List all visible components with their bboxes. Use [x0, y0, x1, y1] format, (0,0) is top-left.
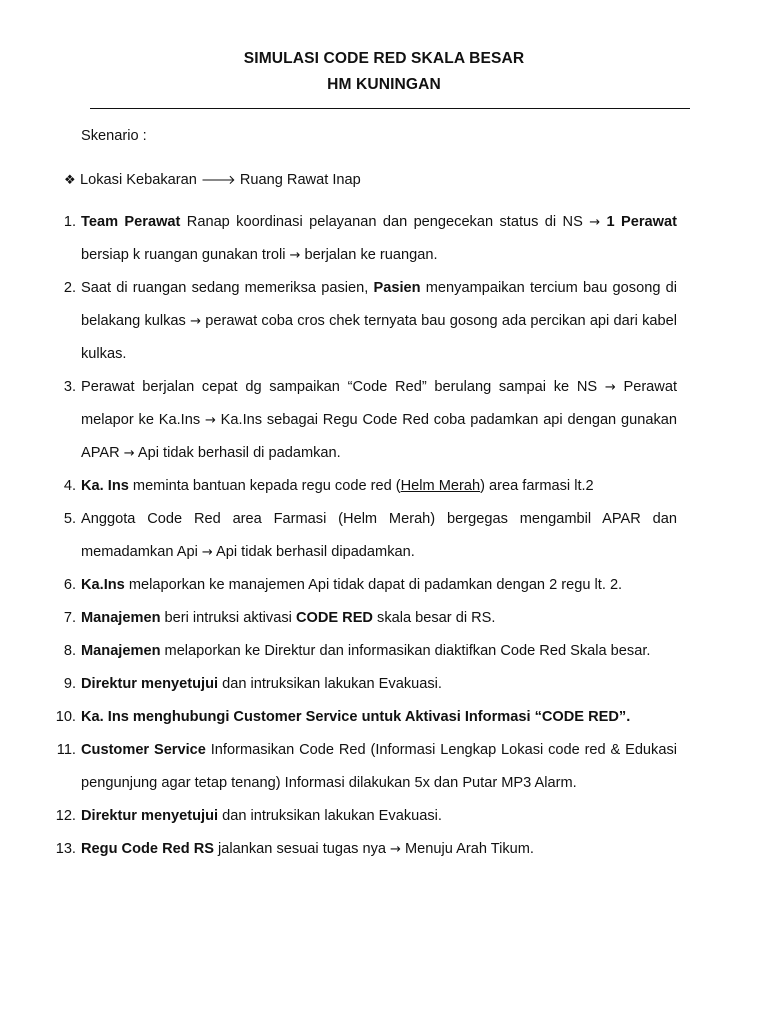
arrow-right-icon: →	[204, 413, 216, 428]
list-item-text	[81, 833, 677, 866]
list-item-number: 5.	[63, 511, 76, 527]
document-subtitle: HM KUNINGAN	[327, 76, 441, 93]
text-run: Anggota Code Red area Farmasi (Helm Merah) bergegas mengambil APAR dan memadamkan Api	[81, 511, 677, 560]
list-item-number: 1.	[63, 214, 76, 230]
list-item	[0, 668, 768, 701]
underlined-text: Helm Merah	[400, 478, 481, 494]
list-item	[0, 800, 768, 833]
list-item-number: 6.	[63, 577, 76, 593]
bold-text: Ka. Ins menghubungi Customer Service untuk Aktivasi Informasi “CODE RED”.	[81, 709, 631, 725]
location-label: Lokasi Kebakaran	[80, 172, 197, 188]
list-item-number: 3.	[63, 379, 76, 395]
text-run: ) area farmasi lt.2	[480, 478, 594, 494]
text-run: Ka.Ins sebagai Regu Code Red coba padamkan api dengan gunakan APAR	[81, 412, 677, 461]
list-item	[0, 371, 768, 470]
list-item	[0, 602, 768, 635]
list-item-text	[81, 800, 677, 833]
bold-text: Ka. Ins	[81, 478, 129, 494]
list-item-number: 9.	[63, 676, 76, 692]
text-run: Perawat berjalan cepat dg sampaikan “Code Red” berulang sampai ke NS	[81, 379, 605, 395]
text-run: Api tidak berhasil dipadamkan.	[212, 544, 415, 560]
text-run: berjalan ke ruangan.	[300, 247, 438, 263]
bold-text: Ka.Ins	[81, 577, 125, 593]
bold-text: CODE RED	[295, 610, 373, 626]
location-line	[64, 172, 361, 188]
list-item-text	[81, 272, 677, 371]
arrow-right-icon: 🡒	[200, 173, 236, 188]
list-item	[0, 272, 768, 371]
list-item-number: 8.	[63, 643, 76, 659]
scenario-list	[0, 206, 768, 866]
list-item-text	[81, 569, 677, 602]
bold-text: Customer Service	[81, 742, 206, 758]
text-run: Informasikan Code Red (Informasi Lengkap Lokasi code red & Edukasi pengunjung agar tetap tenang) Informasi dilakukan 5x dan Putar MP3 Alarm.	[81, 742, 677, 791]
list-item-text	[81, 503, 677, 569]
text-run: melaporkan ke manajemen Api tidak dapat di padamkan dengan 2 regu lt. 2.	[124, 577, 623, 593]
list-item	[0, 701, 768, 734]
text-run: bersiap k ruangan gunakan troli	[81, 247, 290, 263]
text-run: Perawat melapor ke Ka.Ins	[81, 379, 678, 428]
list-item-number: 4.	[63, 478, 76, 494]
text-run: jalankan sesuai tugas nya	[213, 841, 391, 857]
arrow-right-icon: →	[390, 842, 401, 857]
text-run: dan intruksikan lakukan Evakuasi.	[218, 808, 442, 824]
bold-text: Manajemen	[81, 610, 161, 626]
text-run: menyampaikan tercium bau gosong di belakang kulkas	[81, 280, 678, 329]
text-run: dan intruksikan lakukan Evakuasi.	[218, 676, 442, 692]
list-item-text	[81, 635, 677, 668]
text-run: melaporkan ke Direktur dan informasikan diaktifkan Code Red Skala besar.	[160, 643, 651, 659]
list-item-number: 13.	[55, 841, 76, 857]
list-item-number: 10.	[55, 709, 76, 725]
bold-text: Regu Code Red RS	[81, 841, 214, 857]
bold-text: 1 Perawat	[606, 214, 677, 230]
list-item-number: 7.	[63, 610, 76, 626]
list-item	[0, 734, 768, 800]
title-divider	[90, 108, 690, 109]
arrow-right-icon: →	[201, 545, 213, 560]
text-run: perawat coba cros chek ternyata bau gosong ada percikan api dari kabel kulkas.	[81, 313, 677, 362]
text-run: Ranap koordinasi pelayanan dan pengecekan status di NS	[180, 214, 590, 230]
text-run: beri intruksi aktivasi	[160, 610, 296, 626]
list-item-text	[81, 602, 677, 635]
text-run: Menuju Arah Tikum.	[400, 841, 534, 857]
list-item-number: 11.	[56, 742, 76, 758]
list-item-number: 2.	[63, 280, 76, 296]
list-item	[0, 206, 768, 272]
list-item	[0, 503, 768, 569]
list-item	[0, 470, 768, 503]
list-item-text	[81, 470, 677, 503]
arrow-right-icon: →	[589, 215, 601, 230]
text-run: meminta bantuan kepada regu code red (	[128, 478, 401, 494]
bold-text: Direktur menyetujui	[81, 676, 219, 692]
list-item-text	[81, 668, 677, 701]
list-item	[0, 833, 768, 866]
text-run: Api tidak berhasil di padamkan.	[134, 445, 341, 461]
scenario-label: Skenario :	[81, 128, 147, 144]
location-target: Ruang Rawat Inap	[239, 172, 361, 188]
list-item-text	[81, 734, 677, 800]
bold-text: Pasien	[373, 280, 421, 296]
bold-text: Manajemen	[81, 643, 161, 659]
arrow-right-icon: →	[289, 248, 301, 263]
list-item-number: 12.	[55, 808, 76, 824]
arrow-right-icon: →	[190, 314, 201, 329]
text-run: skala besar di RS.	[372, 610, 496, 626]
bold-text: Direktur menyetujui	[81, 808, 219, 824]
list-item-text	[81, 371, 677, 470]
list-item	[0, 569, 768, 602]
arrow-right-icon: →	[604, 380, 616, 395]
list-item-text	[81, 206, 677, 272]
arrow-right-icon: →	[123, 446, 135, 461]
document-title: SIMULASI CODE RED SKALA BESAR	[243, 50, 525, 67]
text-run: Saat di ruangan sedang memeriksa pasien,	[81, 280, 374, 296]
list-item	[0, 635, 768, 668]
bold-text: Team Perawat	[81, 214, 181, 230]
list-item-text	[81, 701, 677, 734]
diamond-bullet-icon: ❖	[64, 172, 76, 187]
